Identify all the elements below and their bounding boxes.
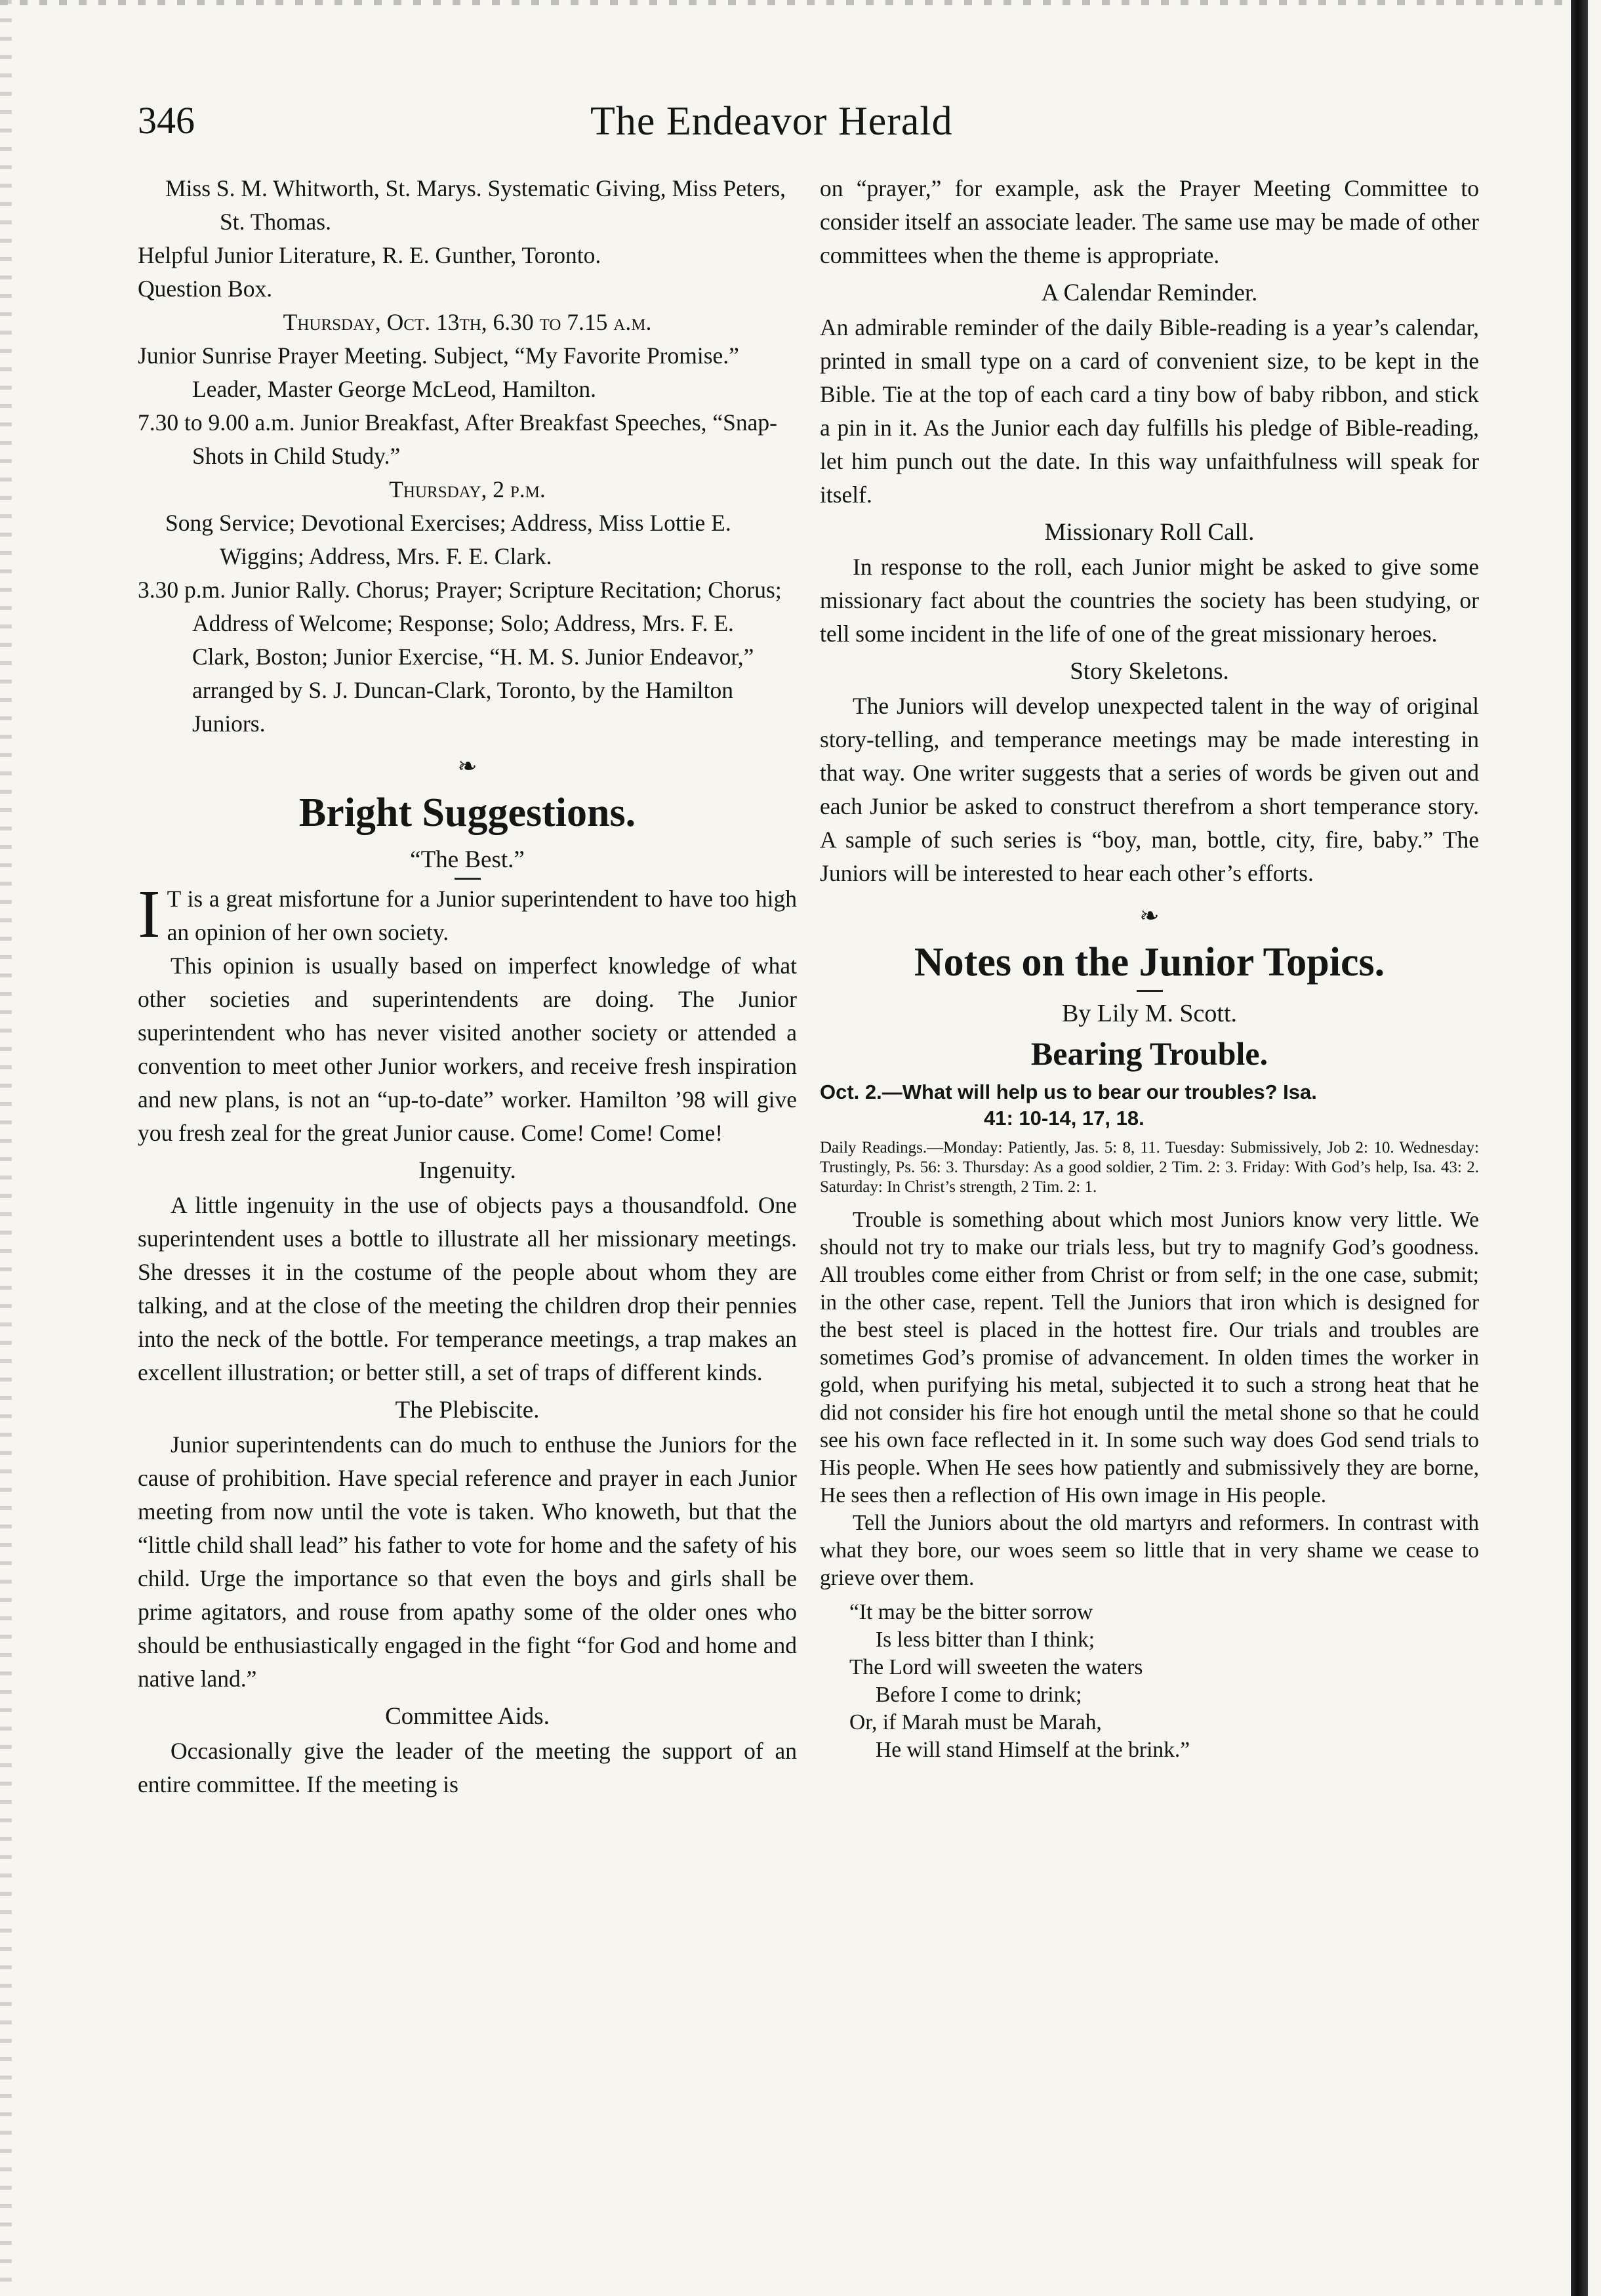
page-header xyxy=(138,98,1482,157)
book-binding-edge xyxy=(1571,0,1588,2296)
program-item: Question Box. xyxy=(138,276,273,302)
subsection-heading: The Plebiscite. xyxy=(395,1397,540,1424)
paragraph: In response to the roll, each Junior might be asked to give some missionary fact about the countries the society has been studying, or tell some incident in the life of one of the great missionary heroes. xyxy=(820,554,1479,647)
left-column xyxy=(138,172,797,1801)
program-item: Junior Sunrise Prayer Meeting. Subject, “My Favorite Promise.” Leader, Master George McLeod, Hamilton. xyxy=(138,342,739,402)
poem xyxy=(820,1599,1479,1764)
subsection-heading: Missionary Roll Call. xyxy=(1044,519,1255,546)
topic-title: Bearing Trouble. xyxy=(1030,1035,1268,1072)
poem-line: Or, if Marah must be Marah, xyxy=(849,1710,1102,1734)
paragraph-text: T is a great misfortune for a Junior superintendent to have too high an opinion of her own society. xyxy=(167,886,797,945)
daily-readings: Daily Readings.—Monday: Patiently, Jas. 5: 8, 11. Tuesday: Submissively, Job 2: 10. Wednesday: Trustingly, Ps. 56: 3. Thursday: As a good soldier, 2 Tim. 2: 3. Friday: With God’s help, Isa. 43: 2. Saturday: In Christ’s strength, 2 Tim. 2: 1. xyxy=(820,1139,1479,1196)
ornament-icon: ❧ xyxy=(1139,903,1160,929)
paragraph xyxy=(138,876,797,952)
subsection-heading: A Calendar Reminder. xyxy=(1041,279,1258,306)
page-edge-top xyxy=(0,0,1574,5)
program-item: 7.30 to 9.00 a.m. Junior Breakfast, After Breakfast Speeches, “Snap-Shots in Child Study.” xyxy=(138,409,778,469)
subsection-heading: Committee Aids. xyxy=(385,1703,550,1730)
poem-line: He will stand Himself at the brink.” xyxy=(876,1738,1190,1762)
program-item: Song Service; Devotional Exercises; Address, Miss Lottie E. Wiggins; Address, Mrs. F. E. Clark. xyxy=(165,510,731,569)
paragraph: This opinion is usually based on imperfect knowledge of what other societies and superintendents are doing. The Junior superintendent who has never visited another society or attended a convention to meet other Junior workers, and receive fresh inspiration and new plans, is not an “up-to-date” worker. Hamilton ’98 will give you fresh zeal for the great Junior cause. Come! Come! Come! xyxy=(138,953,797,1146)
page-edge-left xyxy=(0,0,12,2296)
drop-cap: I xyxy=(138,876,161,952)
divider xyxy=(455,878,481,880)
paragraph: Tell the Juniors about the old martyrs and reformers. In contrast with what they bore, our woes seem so little that in very shame we cease to grieve over them. xyxy=(820,1511,1479,1590)
program-item: Miss S. M. Whitworth, St. Marys. Systematic Giving, Miss Peters, St. Thomas. xyxy=(165,175,786,235)
program-item: 3.30 p.m. Junior Rally. Chorus; Prayer; Scripture Recitation; Chorus; Address of Welcome; Response; Solo; Address, Mrs. F. E. Clark, Boston; Junior Exercise, “H. M. S. Junior Endeavor,” arranged by S. J. Duncan-Clark, Toronto, by the Hamilton Juniors. xyxy=(138,577,782,737)
poem-line: The Lord will sweeten the waters xyxy=(849,1655,1143,1679)
subsection-heading: “The Best.” xyxy=(410,846,525,873)
poem-line: Before I come to drink; xyxy=(876,1683,1082,1707)
poem-line: Is less bitter than I think; xyxy=(876,1628,1095,1652)
ornament-icon: ❧ xyxy=(457,753,477,779)
subsection-heading: Ingenuity. xyxy=(418,1157,516,1184)
section-title: Bright Suggestions. xyxy=(298,790,636,835)
section-title: Notes on the Junior Topics. xyxy=(914,940,1385,985)
program-session-heading: Thursday, 2 p.m. xyxy=(389,476,546,502)
paragraph: Occasionally give the leader of the meeting the support of an entire committee. If the meeting is xyxy=(138,1738,797,1797)
right-column xyxy=(820,172,1479,1764)
poem-line: “It may be the bitter sorrow xyxy=(849,1600,1093,1624)
subsection-heading: Story Skeletons. xyxy=(1070,658,1229,685)
program-session-heading: Thursday, Oct. 13th, 6.30 to 7.15 a.m. xyxy=(283,309,652,335)
paragraph: Junior superintendents can do much to enthuse the Juniors for the cause of prohibition. Have special reference and prayer in each Junior meeting from now until the vote is taken. Who knoweth, but that the “little child shall lead” his father to vote for home and the safety of his child. Urge the importance so that even the boys and girls shall be prime agitators, and rouse from apathy some of the older ones who should be enthusiastically engaged in the fight “for God and home and native land.” xyxy=(138,1431,797,1692)
topic-reference-line: 41: 10-14, 17, 18. xyxy=(984,1107,1145,1130)
topic-reference-line: Oct. 2.—What will help us to bear our troubles? Isa. xyxy=(820,1080,1317,1103)
divider xyxy=(1137,990,1163,992)
paragraph: A little ingenuity in the use of objects pays a thousandfold. One superintendent uses a bottle to illustrate all her missionary meetings. She dresses it in the costume of the people about whom they are talking, and at the close of the meeting the children drop their pennies into the neck of the bottle. For temperance meetings, a trap makes an excellent illustration; or better still, a set of traps of different kinds. xyxy=(138,1192,797,1385)
page-number: 346 xyxy=(138,99,195,142)
paragraph: Trouble is something about which most Juniors know very little. We should not try to make our trials less, but try to magnify God’s goodness. All troubles come either from Christ or from self; in the one case, submit; in the other case, repent. Tell the Juniors that iron which is designed for the best steel is placed in the hottest fire. Our trials and troubles are sometimes God’s promise of advancement. In olden times the worker in gold, when purifying his metal, subjected it to such a strong heat that he did not consider his fire hot enough until the metal shone so that he could see his own face reflected in it. In some such way does God send trials to His people. When He sees how patiently and submissively they are borne, He sees then a reflection of His own image in His people. xyxy=(820,1208,1479,1507)
program-item: Helpful Junior Literature, R. E. Gunther, Toronto. xyxy=(138,242,601,268)
paragraph: on “prayer,” for example, ask the Prayer Meeting Committee to consider itself an associate leader. The same use may be made of other committees when the theme is appropriate. xyxy=(820,175,1479,268)
topic-reference xyxy=(820,1079,1479,1132)
paragraph: An admirable reminder of the daily Bible-reading is a year’s calendar, printed in small type on a card of convenient size, to be kept in the Bible. Tie at the top of each card a tiny bow of baby ribbon, and stick a pin in it. As the Junior each day fulfills his pledge of Bible-reading, let him punch out the date. In this way unfaithfulness will speak for itself. xyxy=(820,314,1479,508)
journal-title: The Endeavor Herald xyxy=(590,99,953,144)
paragraph: The Juniors will develop unexpected talent in the way of original story-telling, and temperance meetings may be made interesting in that way. One writer suggests that a series of words be given out and each Junior be asked to construct therefrom a short temperance story. A sample of such series is “boy, man, bottle, city, fire, baby.” The Juniors will be interested to hear each other’s efforts. xyxy=(820,693,1479,886)
byline: By Lily M. Scott. xyxy=(1061,1000,1238,1027)
